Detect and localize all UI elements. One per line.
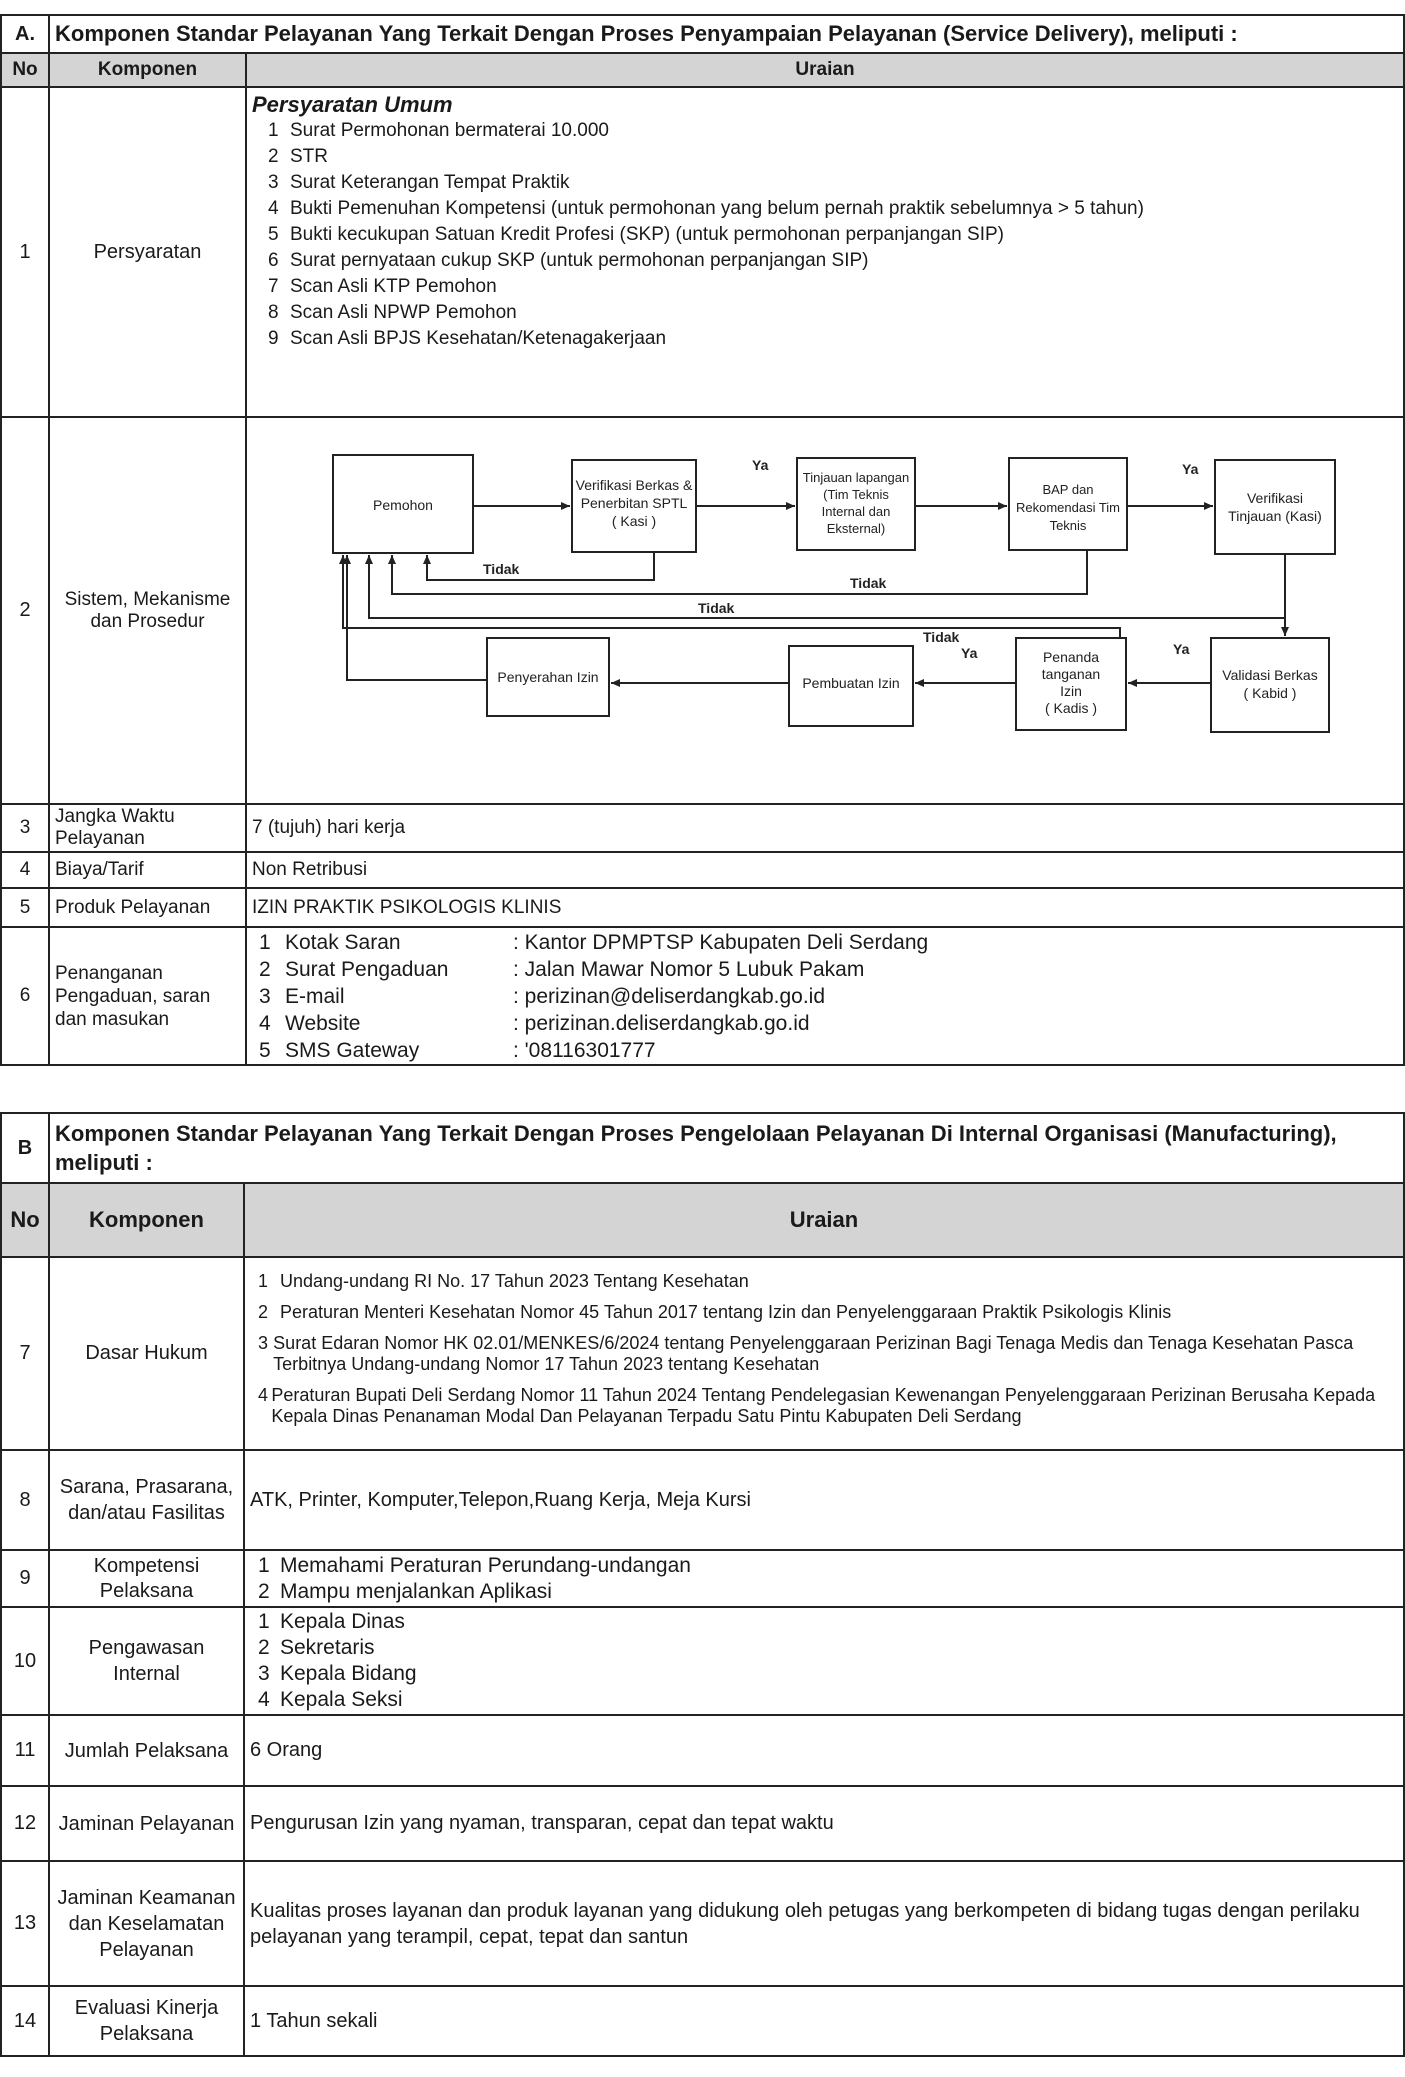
table-row [1,1986,1404,2056]
contact-n: 5 [259,1038,271,1062]
tinjauan-label: Internal dan [821,504,891,519]
table-row [1,1861,1404,1986]
list-item [258,1687,1398,1713]
table-row [1,1257,1404,1450]
list-item-number: 2 [258,1636,270,1659]
list-item-number: 4 [258,1688,270,1711]
list-item-text: STR [290,146,328,167]
row-komponen: Biaya/Tarif [49,852,246,888]
pengaduan-contacts [259,929,1398,1064]
section-a-letter: A. [1,15,49,53]
verifikasi-label: Penerbitan SPTL [580,495,688,511]
list-item-number: 4 [258,1384,269,1405]
row-komponen: Dasar Hukum [49,1257,244,1450]
ya-label: Ya [752,457,769,473]
validasi-label: Validasi Berkas [1222,667,1318,683]
ya-label: Ya [1173,641,1190,657]
contact-value: : Jalan Mawar Nomor 5 Lubuk Pakam [513,957,865,981]
list-item-text: Mampu menjalankan Aplikasi [280,1579,552,1603]
row-no: 9 [1,1550,49,1607]
list-item-number: 1 [258,1553,270,1577]
row-komponen: Persyaratan [49,87,246,417]
contact-label: Website [285,1011,361,1035]
header-uraian: Uraian [246,53,1404,87]
header-komponen: Komponen [49,53,246,87]
header-no: No [1,1183,49,1257]
contact-value: : '08116301777 [513,1038,656,1062]
table-row [1,852,1404,888]
list-item-text: Scan Asli KTP Pemohon [290,276,497,297]
contact-n: 2 [259,957,271,981]
tidak-label: Tidak [698,600,735,616]
row-uraian [246,87,1404,417]
row-uraian: 7 (tujuh) hari kerja [246,804,1404,852]
penyerahan-label: Penyerahan Izin [497,669,599,685]
section-b-title: Komponen Standar Pelayanan Yang Terkait Dengan Proses Pengelolaan Pelayanan Di Internal Organisasi (Manufacturing), meliputi : [49,1113,1404,1183]
section-b-letter: B [1,1113,49,1183]
list-item [268,300,1398,326]
tidak-label: Tidak [923,629,960,645]
list-item-number: 5 [268,224,279,245]
row-uraian: 1 Tahun sekali [244,1986,1404,2056]
list-item [268,118,1398,144]
list-item-text: Surat Edaran Nomor HK 02.01/MENKES/6/2024 tentang Penyelenggaraan Perizinan Bagi Tenaga Medis dan Tenaga Kesehatan Pasca Terbitnya Undang-undang Nomor 17 Tahun 2023 tentang Kesehatan [273,1332,1354,1374]
ya-label: Ya [1182,461,1199,477]
list-item [258,1609,1398,1635]
row-no: 8 [1,1450,49,1550]
list-item [268,274,1398,300]
bap-label: Teknis [1049,518,1087,533]
contact-n: 1 [259,930,271,954]
tinjauan-label: (Tim Teknis [823,487,889,502]
table-row [1,1607,1404,1715]
table-row [1,1715,1404,1786]
list-item [258,1333,1398,1375]
list-item-text: Kepala Seksi [280,1688,403,1711]
penanda-label: Penanda [1042,649,1100,665]
list-item-text: Peraturan Bupati Deli Serdang Nomor 11 Tahun 2024 Tentang Pendelegasian Kewenangan Penyelenggaraan Perizinan Berusaha Kepada Kepala Dinas Penanaman Modal Dan Pelayanan Terpadu Satu Pintu Kabupaten Deli Serdang [271,1384,1376,1426]
row-no: 3 [1,804,49,852]
table-row [1,87,1404,417]
row-komponen: Jaminan Pelayanan [49,1786,244,1861]
row-no: 7 [1,1257,49,1450]
row-no: 11 [1,1715,49,1786]
contact-n: 3 [259,984,271,1008]
list-item-number: 9 [268,328,279,349]
list-item [268,170,1398,196]
row-komponen: Jumlah Pelaksana [49,1715,244,1786]
tinjauan-label: Eksternal) [826,521,886,536]
row-uraian: Pengurusan Izin yang nyaman, transparan, cepat dan tepat waktu [244,1786,1404,1861]
row-uraian: Kualitas proses layanan dan produk layanan yang didukung oleh petugas yang berkompeten di bidang tugas dengan perilaku pelayanan yang terampil, cepat, tepat dan santun [244,1861,1404,1986]
list-item-text: Kepala Bidang [280,1662,417,1685]
list-item [268,326,1398,352]
row-no: 6 [1,927,49,1065]
row-no: 14 [1,1986,49,2056]
contact-label: E-mail [285,984,345,1008]
list-item-number: 1 [258,1610,270,1633]
row-komponen: Sistem, Mekanisme dan Prosedur [49,417,246,804]
list-item-text: Surat Keterangan Tempat Praktik [290,172,570,193]
list-item [258,1271,1398,1292]
section-a-table [0,14,1405,1066]
contact-value: : perizinan.deliserdangkab.go.id [513,1011,810,1035]
list-item [268,248,1398,274]
verifikasi-label: ( Kasi ) [611,513,657,529]
row-no: 4 [1,852,49,888]
section-a-header-row [1,53,1404,87]
tidak-label: Tidak [850,575,887,591]
contact-label: SMS Gateway [285,1038,420,1062]
list-item [258,1579,1398,1605]
row-no: 13 [1,1861,49,1986]
section-b-header-row [1,1183,1404,1257]
table-row [1,804,1404,852]
list-item-text: Memahami Peraturan Perundang-undangan [280,1553,691,1577]
list-item-text: Peraturan Menteri Kesehatan Nomor 45 Tahun 2017 tentang Izin dan Penyelenggaraan Praktik Psikologis Klinis [280,1301,1172,1322]
table-row [1,1450,1404,1550]
row-komponen: Penanganan Pengaduan, saran dan masukan [49,927,246,1065]
bap-label: BAP dan [1042,482,1094,497]
row-komponen: Jaminan Keamanan dan Keselamatan Pelayanan [49,1861,244,1986]
penanda-label: tanganan [1041,666,1101,682]
list-item [258,1635,1398,1661]
persyaratan-subtitle: Persyaratan Umum [252,92,453,117]
list-item-text: Undang-undang RI No. 17 Tahun 2023 Tentang Kesehatan [280,1270,749,1291]
table-row [1,1786,1404,1861]
row-komponen: Jangka Waktu Pelayanan [49,804,246,852]
row-komponen: Kompetensi Pelaksana [49,1550,244,1607]
header-komponen: Komponen [49,1183,244,1257]
verifikasi-label: Verifikasi Berkas & [575,477,693,493]
table-row [1,1550,1404,1607]
box-verifikasi-tinjauan [1215,460,1335,554]
contact-value: : Kantor DPMPTSP Kabupaten Deli Serdang [513,930,929,954]
row-no: 1 [1,87,49,417]
list-item [268,144,1398,170]
row-uraian [244,1257,1404,1450]
list-item-number: 8 [268,302,279,323]
contact-label: Surat Pengaduan [285,957,449,981]
dasar-hukum-list [258,1271,1398,1427]
list-item-text: Scan Asli BPJS Kesehatan/Ketenagakerjaan [290,328,667,349]
list-item-text: Kepala Dinas [280,1610,405,1633]
validasi-label: ( Kabid ) [1243,685,1297,701]
row-no: 10 [1,1607,49,1715]
row-uraian [244,1607,1404,1715]
list-item-number: 2 [258,1301,269,1322]
list-item [258,1553,1398,1579]
header-no: No [1,53,49,87]
list-item [258,1302,1398,1323]
row-komponen: Sarana, Prasarana, dan/atau Fasilitas [49,1450,244,1550]
table-row [1,417,1404,804]
list-item-number: 6 [268,250,279,271]
row-uraian [246,927,1404,1065]
verifikasi-tinjauan-label: Tinjauan (Kasi) [1228,508,1322,524]
tidak-label: Tidak [483,561,520,577]
list-item [268,196,1398,222]
row-no: 12 [1,1786,49,1861]
list-item-number: 1 [268,120,279,141]
row-uraian: IZIN PRAKTIK PSIKOLOGIS KLINIS [246,888,1404,927]
section-a-title: Komponen Standar Pelayanan Yang Terkait Dengan Proses Penyampaian Pelayanan (Service Delivery), meliputi : [49,15,1404,53]
pembuatan-label: Pembuatan Izin [802,675,900,691]
list-item-number: 2 [268,146,279,167]
list-item-text: Sekretaris [280,1636,375,1659]
penanda-label: Izin [1060,683,1082,699]
row-uraian [246,417,1404,804]
list-item-number: 2 [258,1579,270,1603]
penanda-label: ( Kadis ) [1044,700,1098,716]
bap-label: Rekomendasi Tim [1015,500,1121,515]
list-item-text: Surat pernyataan cukup SKP (untuk permohonan perpanjangan SIP) [290,250,869,271]
contact-n: 4 [259,1011,271,1035]
tinjauan-label: Tinjauan lapangan [802,470,910,485]
row-no: 5 [1,888,49,927]
contact-value: : perizinan@deliserdangkab.go.id [513,984,826,1008]
list-item [258,1661,1398,1687]
row-uraian: Non Retribusi [246,852,1404,888]
row-uraian [244,1550,1404,1607]
pengawasan-list [258,1609,1398,1713]
list-item-number: 7 [268,276,279,297]
list-item-text: Bukti kecukupan Satuan Kredit Profesi (SKP) (untuk permohonan perpanjangan SIP) [290,224,1004,245]
contact-label: Kotak Saran [285,930,401,954]
list-item-number: 1 [258,1270,269,1291]
list-item-text: Bukti Pemenuhan Kompetensi (untuk permohonan yang belum pernah praktik sebelumnya > 5 tahun) [290,198,1144,219]
list-item-text: Surat Permohonan bermaterai 10.000 [290,120,609,141]
list-item-text: Scan Asli NPWP Pemohon [290,302,517,323]
list-item-number: 3 [258,1662,270,1685]
procedure-flowchart [247,418,1405,798]
pemohon-label: Pemohon [373,497,433,513]
table-row [1,927,1404,1065]
row-uraian: ATK, Printer, Komputer,Telepon,Ruang Kerja, Meja Kursi [244,1450,1404,1550]
row-uraian: 6 Orang [244,1715,1404,1786]
ya-label: Ya [961,645,978,661]
row-no: 2 [1,417,49,804]
verifikasi-tinjauan-label: Verifikasi [1246,490,1304,506]
list-item [258,1385,1398,1427]
table-row [1,888,1404,927]
list-item [268,222,1398,248]
row-komponen: Pengawasan Internal [49,1607,244,1715]
row-komponen: Evaluasi Kinerja Pelaksana [49,1986,244,2056]
section-b-table [0,1112,1405,2057]
persyaratan-list [268,118,1398,352]
list-item-number: 3 [268,172,279,193]
header-uraian: Uraian [244,1183,1404,1257]
row-komponen: Produk Pelayanan [49,888,246,927]
list-item-number: 4 [268,198,279,219]
kompetensi-list [258,1553,1398,1605]
list-item-number: 3 [258,1332,269,1353]
